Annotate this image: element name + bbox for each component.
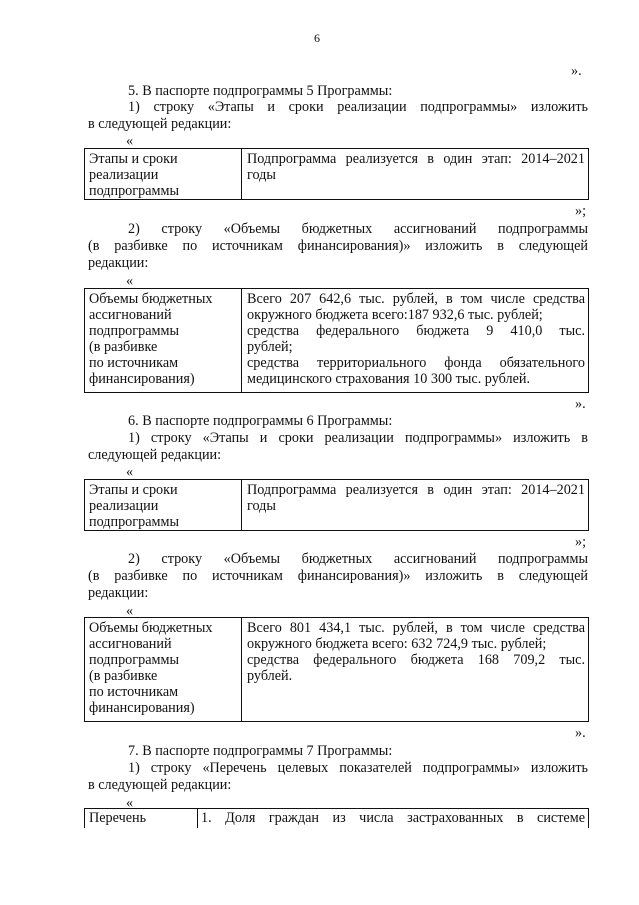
cell-line: медицинского страхования 10 300 тыс. рублей.	[247, 371, 530, 387]
open-quote: «	[126, 464, 134, 480]
cell-line: Объемы бюджетных	[89, 620, 213, 636]
replacement-table	[84, 617, 589, 722]
cell-line: рублей.	[247, 668, 293, 684]
section-heading: 5. В паспорте подпрограммы 5 Программы:	[128, 83, 393, 99]
cell-line: средства территориального фонда обязательного	[247, 355, 585, 371]
table-value-cell	[247, 151, 585, 183]
cell-line: ассигнований	[89, 307, 172, 323]
paragraph-line: 2) строку «Объемы бюджетных ассигнований подпрограммы	[128, 221, 588, 237]
cell-line: окружного бюджета всего: 632 724,9 тыс. рублей;	[247, 636, 547, 652]
table-value-cell	[247, 291, 585, 387]
replacement-table	[84, 479, 589, 531]
replacement-table	[84, 808, 589, 828]
cell-line: подпрограммы	[89, 652, 179, 668]
cell-line: средства федерального бюджета 168 709,2 тыс.	[247, 652, 585, 668]
replacement-table	[84, 288, 589, 393]
section-heading: 7. В паспорте подпрограммы 7 Программы:	[128, 743, 393, 759]
cell-line: реализации	[89, 167, 159, 183]
replacement-table	[84, 148, 589, 200]
cell-line: Этапы и сроки	[89, 482, 178, 498]
paragraph-line: редакции:	[88, 255, 149, 271]
table-divider	[241, 618, 242, 721]
cell-line: Объемы бюджетных	[89, 291, 213, 307]
close-quote: ».	[575, 725, 586, 741]
cell-line: годы	[247, 498, 276, 514]
cell-line: окружного бюджета всего:187 932,6 тыс. рублей;	[247, 307, 543, 323]
cell-line: Всего 207 642,6 тыс. рублей, в том числе средства	[247, 291, 585, 307]
cell-line: подпрограммы	[89, 514, 179, 530]
cell-line: Подпрограмма реализуется в один этап: 2014–2021	[247, 151, 585, 167]
paragraph-line: 1) строку «Перечень целевых показателей подпрограммы» изложить	[128, 760, 588, 776]
paragraph-line: 2) строку «Объемы бюджетных ассигнований подпрограммы	[128, 551, 588, 567]
table-divider	[241, 149, 242, 199]
cell-line: (в разбивке	[89, 339, 158, 355]
table-label-cell	[89, 151, 179, 199]
close-quote: ».	[575, 396, 586, 412]
paragraph-line: в следующей редакции:	[88, 116, 232, 132]
open-quote: «	[126, 795, 134, 811]
cell-line: Подпрограмма реализуется в один этап: 2014–2021	[247, 482, 585, 498]
table-divider	[197, 809, 198, 828]
table-label-cell	[89, 291, 212, 387]
cell-line: Этапы и сроки	[89, 151, 178, 167]
section-heading: 6. В паспорте подпрограммы 6 Программы:	[128, 413, 393, 429]
table-value-cell	[247, 620, 585, 684]
cell-line: (в разбивке	[89, 668, 158, 684]
table-divider	[241, 480, 242, 530]
cell-line: ассигнований	[89, 636, 172, 652]
paragraph-line: в следующей редакции:	[88, 777, 232, 793]
cell-line: финансирования)	[89, 371, 195, 387]
paragraph-line: 1) строку «Этапы и сроки реализации подпрограммы» изложить в	[128, 430, 588, 446]
table-label-cell: Перечень	[89, 810, 147, 826]
table-value-cell: 1. Доля граждан из числа застрахованных в системе	[201, 810, 585, 826]
page-number: 6	[314, 31, 320, 45]
cell-line: по источникам	[89, 355, 179, 371]
table-divider	[241, 289, 242, 392]
cell-line: по источникам	[89, 684, 179, 700]
cell-line: финансирования)	[89, 700, 195, 716]
close-quote: ».	[571, 63, 582, 79]
cell-line: рублей;	[247, 339, 293, 355]
open-quote: «	[126, 273, 134, 289]
cell-line: подпрограммы	[89, 323, 179, 339]
open-quote: «	[126, 133, 134, 149]
close-quote: »;	[575, 203, 587, 219]
cell-line: реализации	[89, 498, 159, 514]
paragraph-line: редакции:	[88, 585, 149, 601]
paragraph-line: (в разбивке по источникам финансирования)» изложить в следующей	[88, 238, 588, 254]
close-quote: »;	[575, 534, 587, 550]
paragraph-line: следующей редакции:	[88, 447, 222, 463]
paragraph-line: (в разбивке по источникам финансирования)» изложить в следующей	[88, 568, 588, 584]
table-label-cell	[89, 620, 212, 716]
cell-line: годы	[247, 167, 276, 183]
table-value-cell	[247, 482, 585, 514]
table-label-cell	[89, 482, 179, 530]
open-quote: «	[126, 603, 134, 619]
cell-line: средства федерального бюджета 9 410,0 тыс.	[247, 323, 585, 339]
paragraph-line: 1) строку «Этапы и сроки реализации подпрограммы» изложить	[128, 99, 588, 115]
cell-line: Всего 801 434,1 тыс. рублей, в том числе средства	[247, 620, 585, 636]
cell-line: подпрограммы	[89, 183, 179, 199]
